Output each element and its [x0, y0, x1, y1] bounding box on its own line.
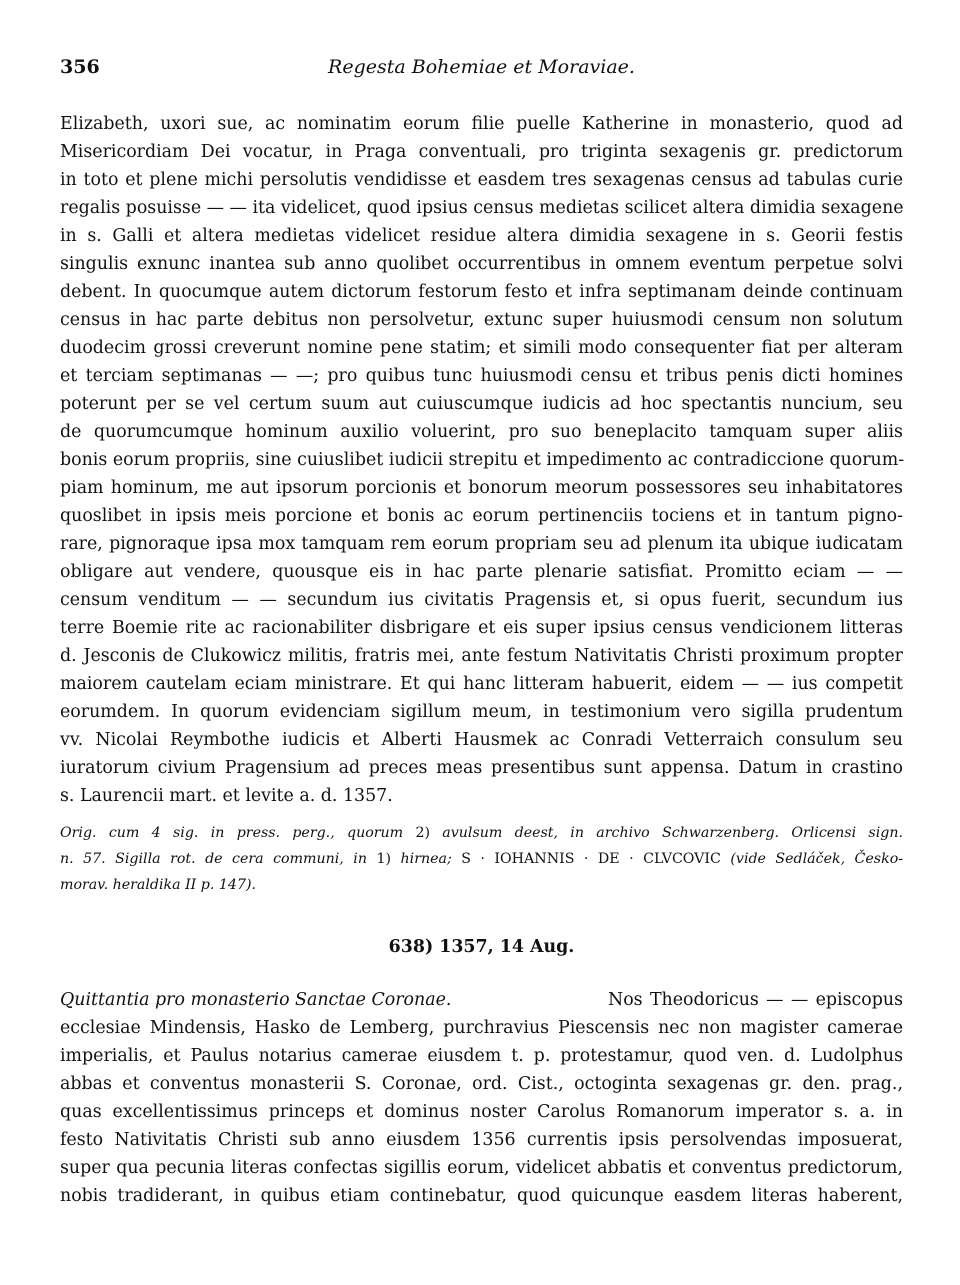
text-line: census in hac parte debitus non persolvetur, extunc super huiusmodi censum non solutum	[60, 310, 903, 330]
text-line: de quorumcumque hominum auxilio voluerint, pro suo beneplacito tamquam super aliis	[60, 422, 903, 442]
text-line: abbas et conventus monasterii S. Coronae, ord. Cist., octoginta sexagenas gr. den. prag.,	[60, 1074, 903, 1094]
text-line: bonis eorum propriis, sine cuiuslibet iudicii strepitu et impedimento ac contradiccione quorum-	[60, 450, 905, 470]
text-line: obligare aut vendere, quousque eis in hac parte plenarie satisfiat. Promitto eciam — —	[60, 562, 903, 582]
document-summary: Quittantia pro monasterio Sanctae Coronae.	[60, 990, 452, 1010]
text-line: singulis exnunc inantea sub anno quolibet occurrentibus in omnem eventum perpetue solvi	[60, 254, 903, 274]
text-line: quoslibet in ipsis meis porcione et bonis ac eorum pertinenciis tociens et in tantum pigno-	[60, 506, 903, 526]
text-line: debent. In quocumque autem dictorum festorum festo et infra septimanam deinde continuam	[60, 282, 903, 302]
source-note	[60, 820, 903, 898]
text-line: censum venditum — — secundum ius civitatis Pragensis et, si opus fuerit, secundum ius	[60, 590, 903, 610]
note-number: 2)	[415, 825, 430, 841]
text-line: poterunt per se vel certum suum aut cuiuscumque iudicis ad hoc spectantis nuncium, seu	[60, 394, 903, 414]
note-text: hirnea;	[391, 851, 462, 867]
text-line: vv. Nicolai Reymbothe iudicis et Alberti Hausmek ac Conradi Vetterraich consulum seu	[60, 730, 903, 750]
text-line: Misericordiam Dei vocatur, in Praga conventuali, pro triginta sexagenis gr. predictorum	[60, 142, 903, 162]
document-opening: Nos Theodoricus — — episcopus	[608, 990, 903, 1010]
page-number: 356	[60, 56, 100, 78]
main-text	[60, 110, 903, 810]
note-text: (vide Sedláček, Česko-	[720, 851, 904, 867]
text-line: iuratorum civium Pragensium ad preces meas presentibus sunt appensa. Datum in crastino	[60, 758, 903, 778]
text-line: eorumdem. In quorum evidenciam sigillum meum, in testimonium vero sigilla prudentum	[60, 702, 903, 722]
text-line: nobis tradiderant, in quibus etiam continebatur, quod quicunque easdem literas haberent,	[60, 1186, 903, 1206]
text-line: imperialis, et Paulus notarius camerae eiusdem t. p. protestamur, quod ven. d. Ludolphus	[60, 1046, 903, 1066]
note-line	[60, 846, 903, 872]
text-line: s. Laurencii mart. et levite a. d. 1357.	[60, 786, 393, 806]
note-line: morav. heraldika II p. 147).	[60, 877, 257, 893]
summary-line	[60, 986, 903, 1014]
note-text: avulsum deest, in archivo Schwarzenberg. Orlicensi sign.	[430, 825, 903, 841]
note-number: 1)	[376, 851, 392, 867]
second-document	[60, 986, 903, 1210]
text-line: quas excellentissimus princeps et dominus noster Carolus Romanorum imperator s. a. in	[60, 1102, 903, 1122]
text-line: rare, pignoraque ipsa mox tamquam rem eorum propriam seu ad plenum ita ubique iudicatam	[60, 534, 903, 554]
text-line: maiorem cautelam eciam ministrare. Et qui hanc litteram habuerit, eidem — — ius competit	[60, 674, 903, 694]
text-line: in s. Galli et altera medietas videlicet residue altera dimidia sexagene in s. Georii festis	[60, 226, 903, 246]
running-title: Regesta Bohemiae et Moraviae.	[328, 56, 635, 78]
note-line	[60, 820, 903, 846]
text-line: super qua pecunia literas confectas sigillis eorum, videlicet abbatis et conventus predictorum,	[60, 1158, 903, 1178]
running-head	[60, 56, 903, 86]
note-text: Orig. cum 4 sig. in press. perg., quorum	[60, 825, 416, 841]
document-heading: 638) 1357, 14 Aug.	[388, 937, 575, 957]
text-line: festo Nativitatis Christi sub anno eiusdem 1356 currentis ipsis persolvendas imposuerat,	[60, 1130, 903, 1150]
text-line: in toto et plene michi persolutis vendidisse et easdem tres sexagenas census ad tabulas curie	[60, 170, 903, 190]
text-line: piam hominum, me aut ipsorum porcionis et bonorum meorum possessores seu inhabitatores	[60, 478, 903, 498]
note-text: n. 57. Sigilla rot. de cera communi, in	[60, 851, 377, 867]
text-line: ecclesiae Mindensis, Hasko de Lemberg, purchravius Piescensis nec non magister camerae	[60, 1018, 903, 1038]
document-page	[60, 56, 903, 1210]
text-line: regalis posuisse — — ita videlicet, quod ipsius census medietas scilicet altera dimidia sexagene	[60, 198, 904, 218]
text-line: duodecim grossi creverunt nomine pene statim; et simili modo consequenter fiat per alteram	[60, 338, 903, 358]
text-line: Elizabeth, uxori sue, ac nominatim eorum filie puelle Katherine in monasterio, quod ad	[60, 114, 903, 134]
text-line: et terciam septimanas — —; pro quibus tunc huiusmodi censu et tribus penis dicti homines	[60, 366, 903, 386]
seal-legend: S · IOHANNIS · DE · CLVCOVIC	[461, 851, 721, 867]
text-line: terre Boemie rite ac racionabiliter disbrigare et eis super ipsius census vendicionem litteras	[60, 618, 903, 638]
text-line: d. Jesconis de Clukowicz militis, fratris mei, ante festum Nativitatis Christi proximum propter	[60, 646, 903, 666]
